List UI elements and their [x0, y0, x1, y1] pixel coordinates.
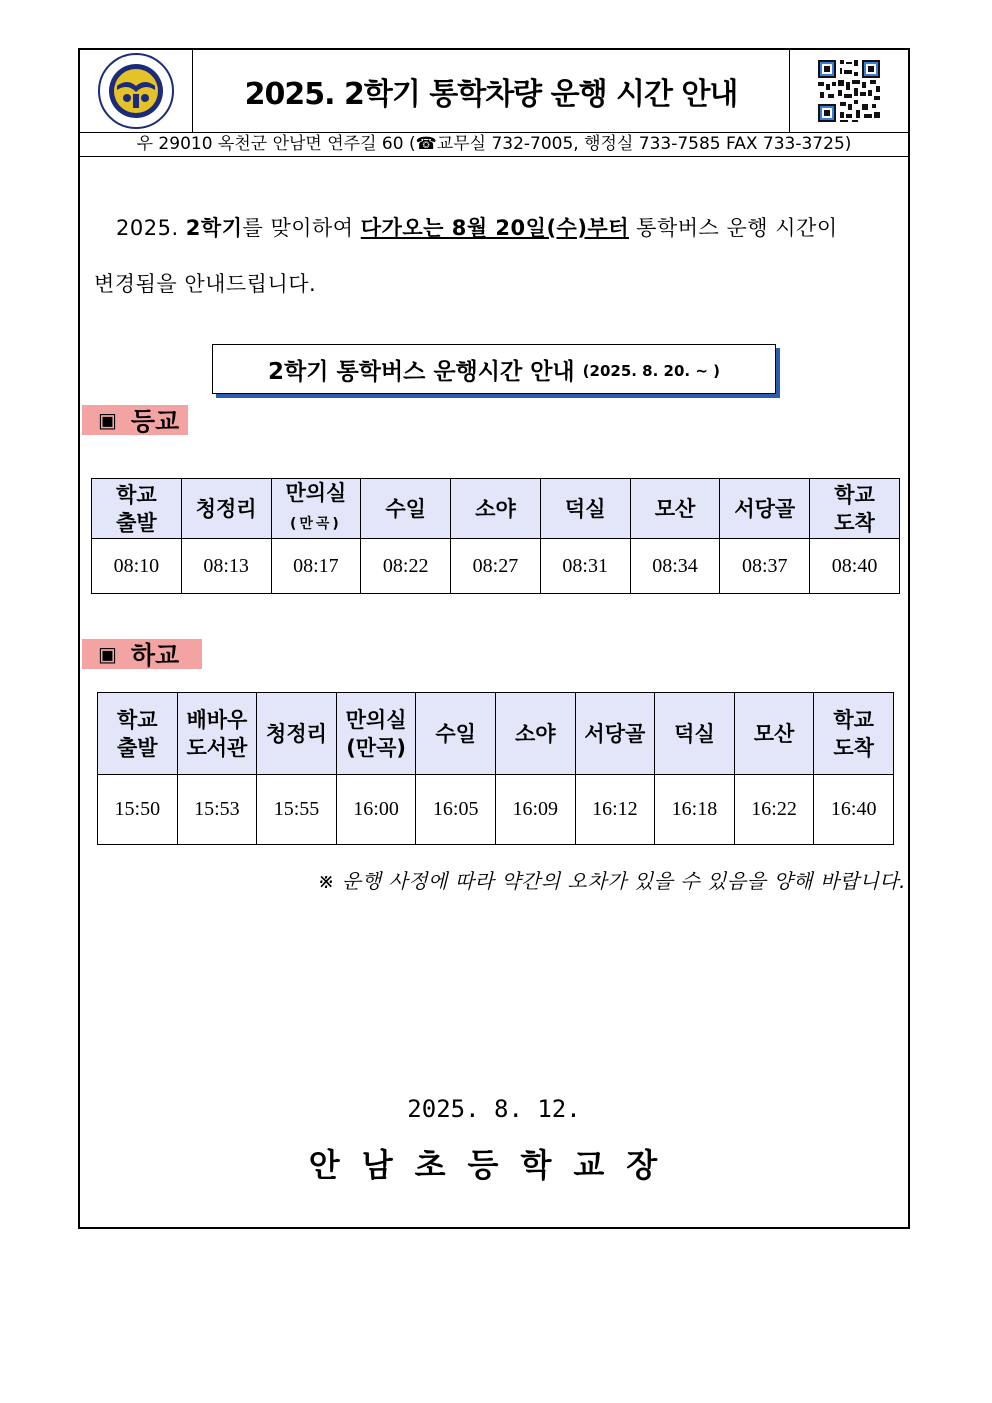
column-header-text: 덕실 [674, 721, 715, 746]
intro-text: 변경됨을 안내드립니다. [94, 272, 317, 296]
document-frame [78, 48, 910, 1229]
time-cell: 08:37 [720, 539, 810, 594]
column-header [271, 479, 361, 539]
morning-label: 등교 [130, 407, 180, 436]
time-cell: 15:53 [177, 775, 257, 845]
column-header-text: 도착 [834, 510, 875, 535]
table-header-row [92, 479, 900, 539]
table-header-row [98, 693, 894, 775]
column-header [734, 693, 814, 775]
time-cell: 15:55 [257, 775, 337, 845]
time-cell: 15:50 [98, 775, 178, 845]
morning-section-label [82, 405, 188, 435]
school-logo-cell [80, 50, 193, 132]
intro-semester: 2학기 [185, 216, 243, 240]
column-header [257, 693, 337, 775]
column-header-text: 서당골 [584, 721, 646, 746]
table-row [92, 539, 900, 594]
column-header [181, 479, 271, 539]
time-cell: 16:05 [416, 775, 496, 845]
column-header [655, 693, 735, 775]
column-header-text: 소야 [475, 496, 516, 521]
time-cell: 16:18 [655, 775, 735, 845]
column-header-text: 모산 [753, 721, 795, 746]
column-header-text: 학교 [833, 707, 874, 732]
time-cell: 16:09 [495, 775, 575, 845]
time-cell: 08:40 [810, 539, 900, 594]
column-header [720, 479, 810, 539]
time-cell: 08:17 [271, 539, 361, 594]
time-cell: 16:40 [814, 775, 894, 845]
column-header-text: 학교 [116, 482, 157, 507]
time-cell: 08:22 [361, 539, 451, 594]
column-header-text: 청정리 [195, 496, 257, 521]
column-header-text: (만곡) [346, 735, 406, 760]
intro-text: 를 맞이하여 [242, 216, 361, 240]
column-header [177, 693, 257, 775]
column-header-text: 도서관 [186, 735, 248, 760]
column-header [361, 479, 451, 539]
column-header [98, 693, 178, 775]
schedule-title-box [212, 344, 776, 394]
column-header [575, 693, 655, 775]
column-header-text: 배바우 [186, 707, 248, 732]
column-header-text: 출발 [117, 735, 158, 760]
document-header [80, 50, 908, 133]
school-logo-icon [97, 52, 175, 130]
page-title: 2025. 2학기 통학차량 운행 시간 안내 [244, 77, 738, 112]
column-header-text: 수일 [435, 721, 476, 746]
afternoon-label: 하교 [130, 641, 180, 670]
column-header [810, 479, 900, 539]
column-header-text: 수일 [385, 496, 426, 521]
time-cell: 16:12 [575, 775, 655, 845]
schedule-period: (2025. 8. 20. ~ ) [582, 362, 720, 380]
column-header [336, 693, 416, 775]
time-cell: 08:34 [630, 539, 720, 594]
afternoon-section-label [82, 639, 202, 669]
column-header [495, 693, 575, 775]
school-address: 우 29010 옥천군 안남면 연주길 60 (☎교무실 732-7005, 행정실 733-7585 FAX 733-3725) [80, 132, 908, 157]
morning-schedule-table [91, 478, 900, 594]
time-cell: 08:10 [92, 539, 182, 594]
column-header-text: 학교 [834, 482, 875, 507]
time-cell: 08:13 [181, 539, 271, 594]
column-header-text: 서당골 [734, 496, 796, 521]
column-header [540, 479, 630, 539]
column-header-text: 도착 [833, 735, 874, 760]
column-header [814, 693, 894, 775]
column-header [630, 479, 720, 539]
column-header [92, 479, 182, 539]
time-cell: 08:31 [540, 539, 630, 594]
table-row [98, 775, 894, 845]
column-header-text: 만의실 [285, 481, 347, 505]
time-cell: 08:27 [451, 539, 541, 594]
afternoon-schedule-table [97, 692, 894, 845]
issue-date: 2025. 8. 12. [407, 1095, 581, 1123]
column-header-text: 덕실 [564, 496, 606, 521]
qr-code-icon[interactable] [816, 58, 882, 124]
column-header-text: 학교 [117, 707, 158, 732]
disclaimer-note: ※ 운행 사정에 따라 약간의 오차가 있을 수 있음을 양해 바랍니다. [317, 869, 906, 893]
intro-paragraph [94, 200, 892, 312]
intro-text: 2025. [116, 216, 186, 240]
column-header-text: (만곡) [289, 516, 342, 532]
qr-code-cell [789, 50, 908, 132]
time-cell: 16:22 [734, 775, 814, 845]
intro-date-highlight: 다가오는 8월 20일(수)부터 [360, 216, 629, 240]
column-header-text: 출발 [116, 510, 157, 535]
column-header-text: 만의실 [345, 707, 407, 732]
intro-text: 통학버스 운행 시간이 [629, 216, 838, 240]
time-cell: 16:00 [336, 775, 416, 845]
square-marker-icon: ▣ [98, 642, 117, 666]
column-header-text: 소야 [514, 721, 556, 746]
principal-signature: 안남초등학교장 [308, 1146, 680, 1184]
column-header [416, 693, 496, 775]
column-header-text: 모산 [654, 496, 696, 521]
column-header-text: 청정리 [266, 721, 327, 746]
schedule-title: 2학기 통학버스 운행시간 안내 [268, 358, 575, 385]
column-header [451, 479, 541, 539]
square-marker-icon: ▣ [98, 408, 117, 432]
